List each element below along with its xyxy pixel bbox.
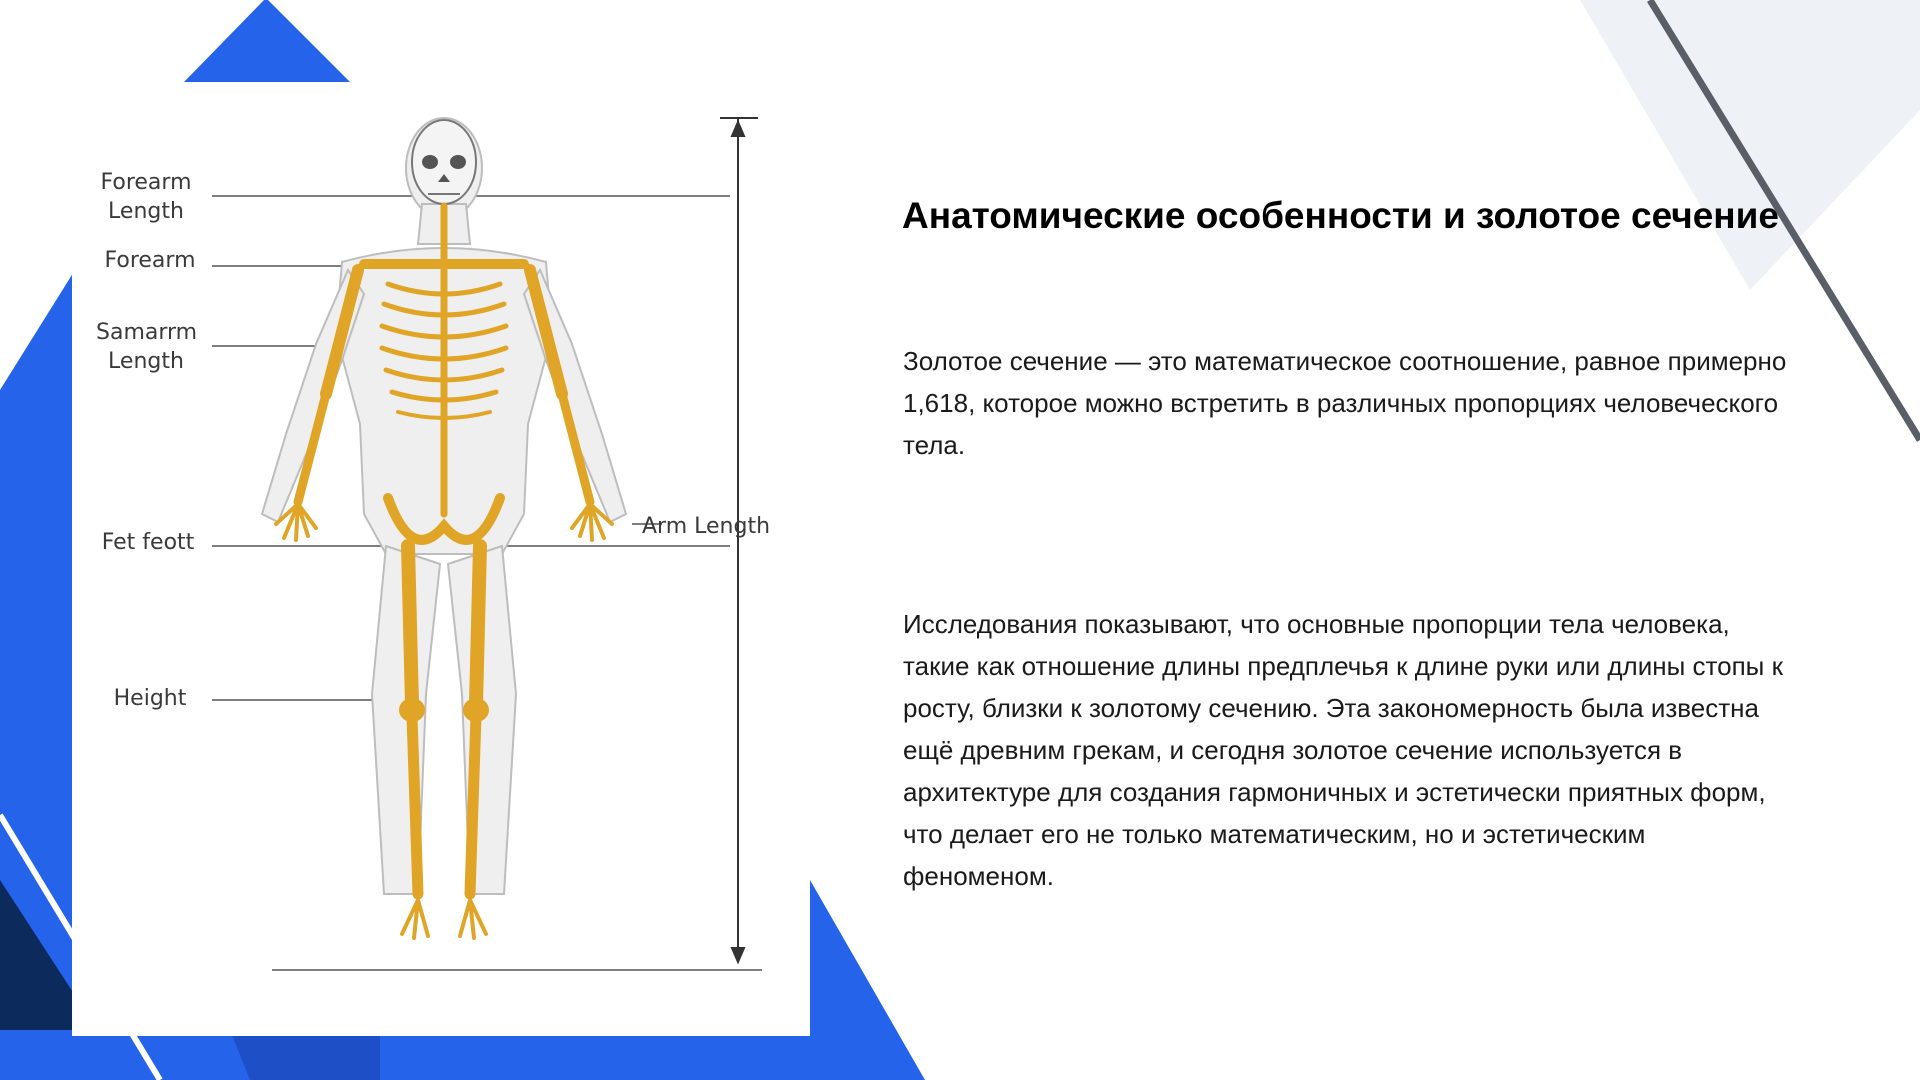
bones [276,206,612,938]
top-left-triangle [184,0,350,82]
kneecaps [399,698,489,722]
slide-title: Анатомические особенности и золотое сечение [902,195,1779,236]
label-fet-feott: Fet feott [101,530,195,555]
bottom-navy-band [230,1030,380,1080]
label-forearm-length: Forearm Length [100,170,192,224]
label-arm-length: Arm Length [642,514,771,539]
label-height: Height [113,686,187,711]
label-samarrm-length: Samarrm Length [96,320,198,374]
top-right-pale-triangle [1580,0,1920,290]
intro-paragraph: Золотое сечение — это математическое соотношение, равное примерно 1,618, которое можно встретить в различных пропорциях человеческого тела. [903,346,1787,460]
skeleton-illustration [72,94,810,1036]
label-forearm: Forearm [104,248,196,273]
skeleton-figure [72,94,810,1036]
research-paragraph: Исследования показывают, что основные пропорции тела человека, такие как отношение длины предплечья к длине руки или длины стопы к росту, близки к золотому сечению. Эта закономерность была известна ещё древним грекам, и сегодня золотое сечение используется в архитектуре для создания гармоничных и эстетически приятных форм, что делает его не только математическим, но и эстетическим феноменом. [903,609,1783,891]
skull [412,120,476,204]
